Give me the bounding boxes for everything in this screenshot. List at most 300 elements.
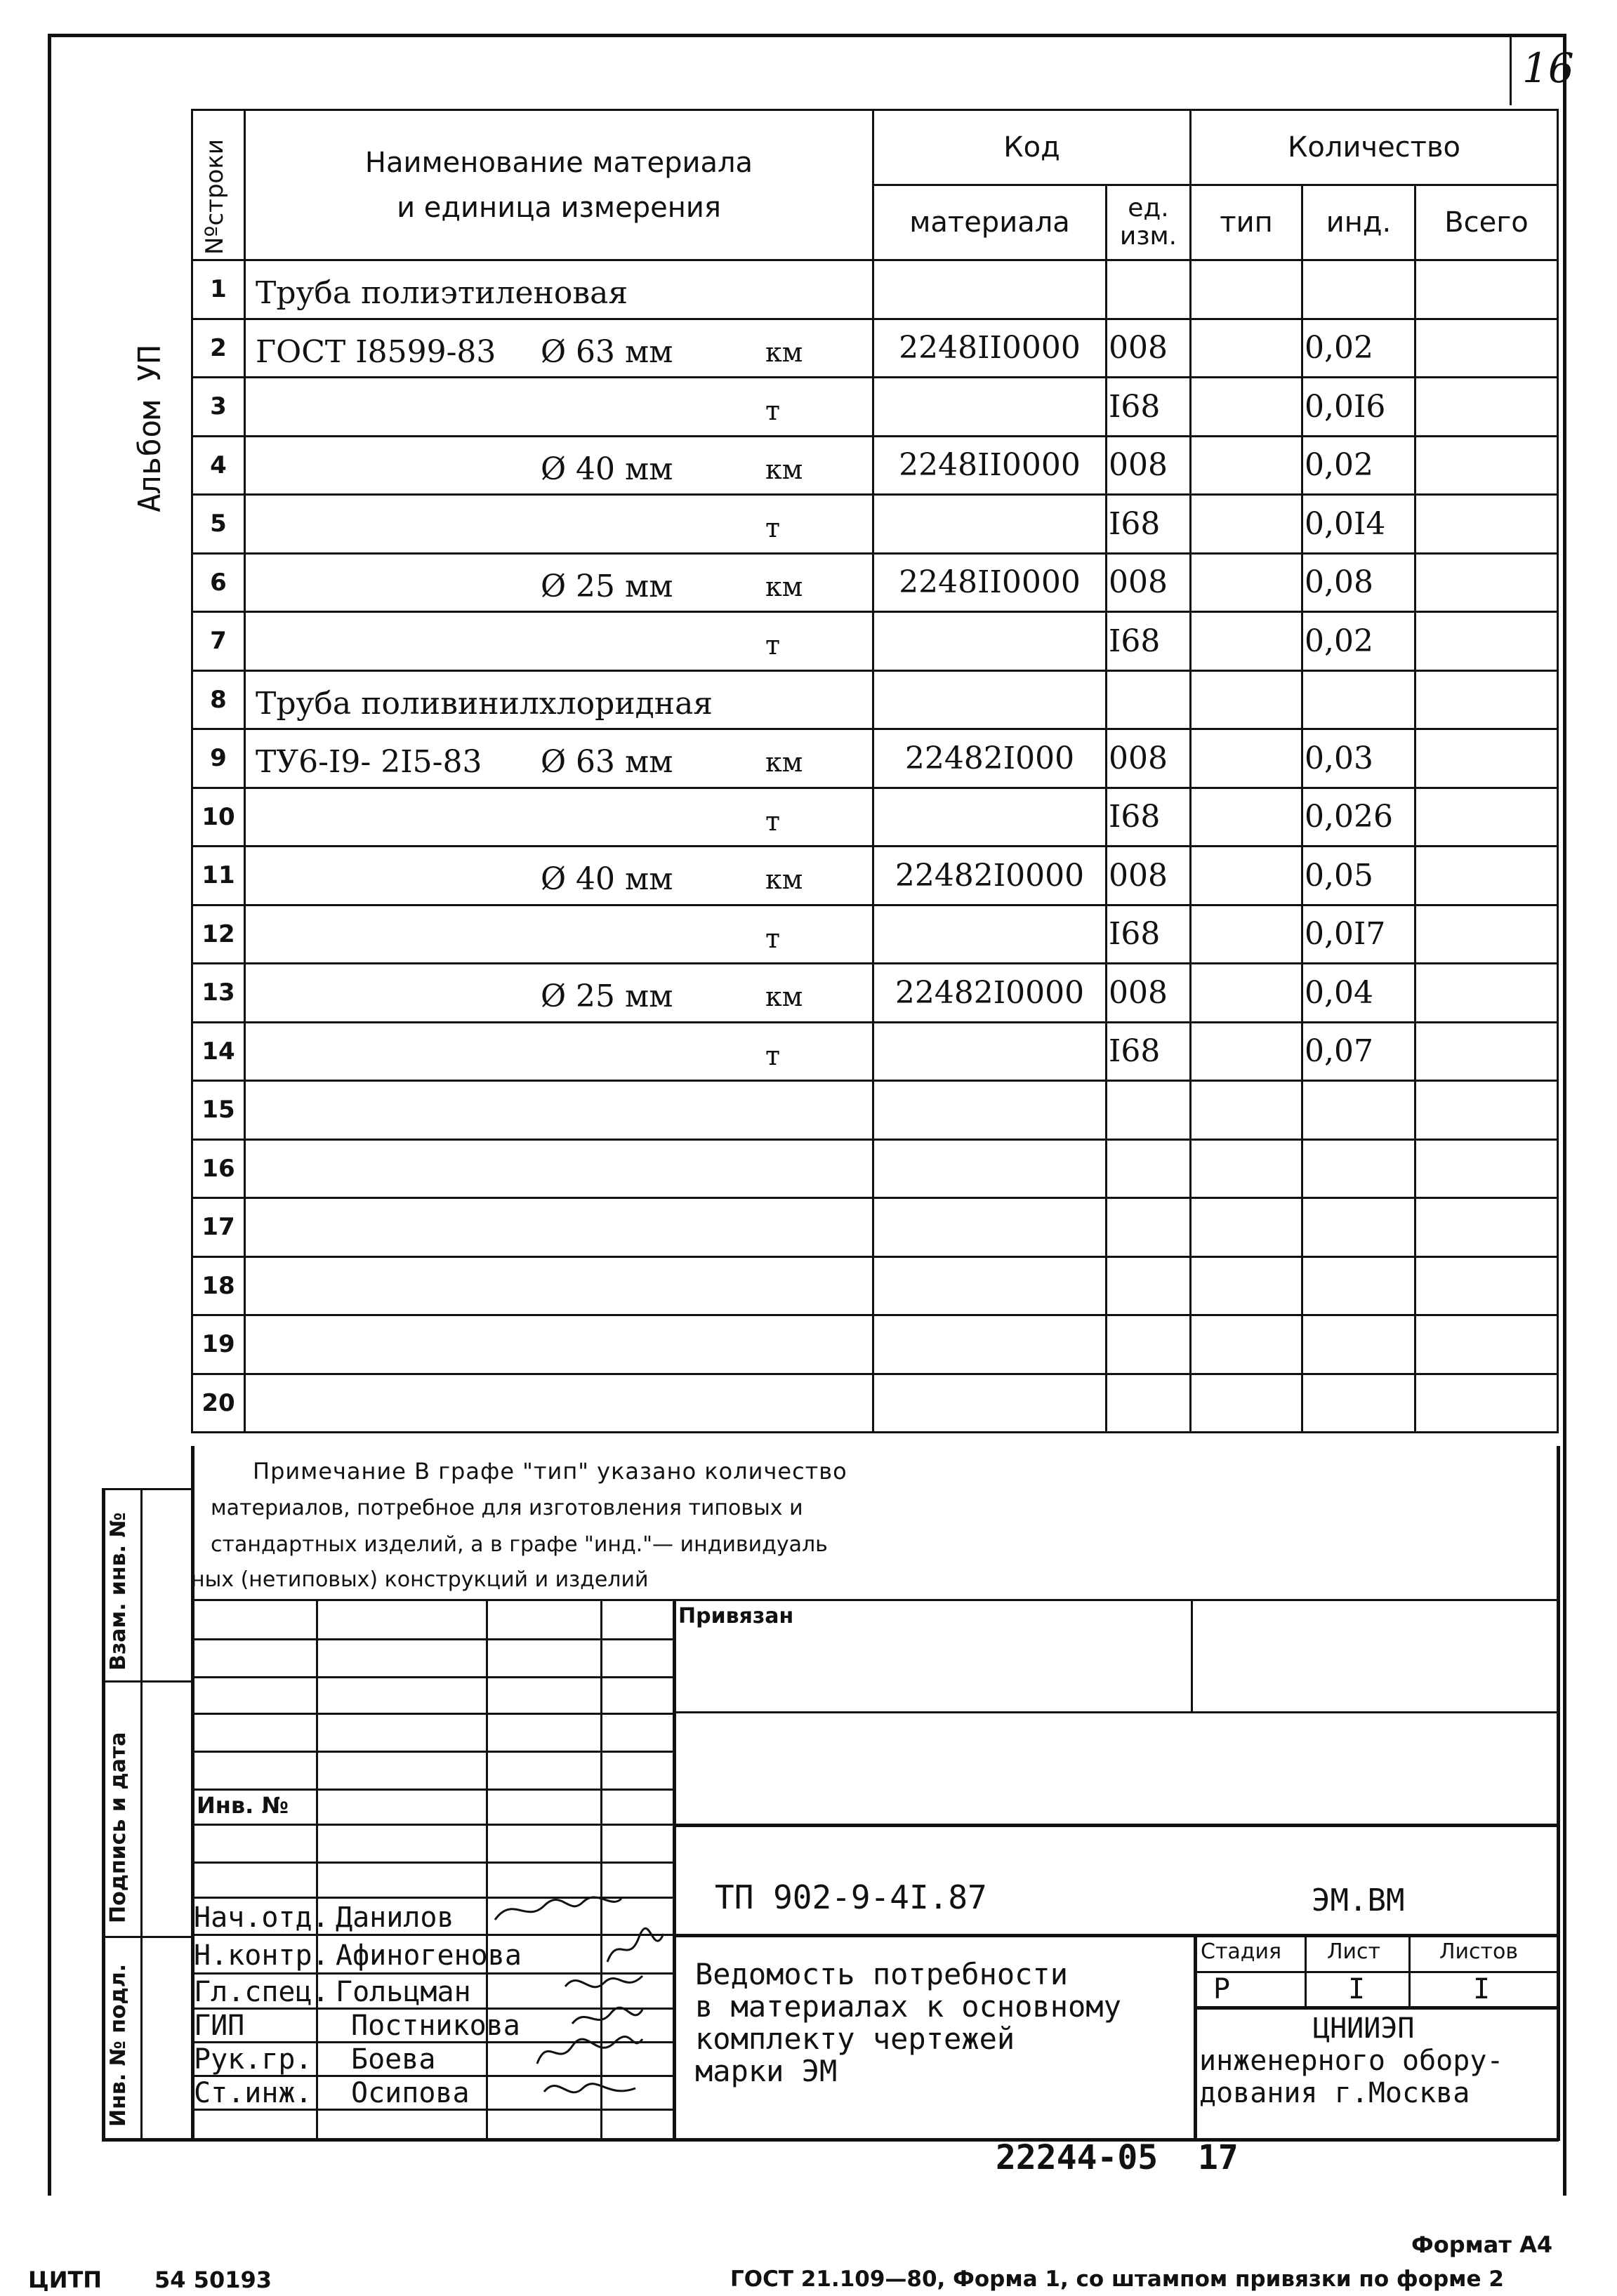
row-ind: 0,0I6 [1305, 388, 1386, 425]
row-unit-code: 008 [1109, 974, 1168, 1011]
code-cell [873, 1256, 1107, 1315]
table-row [192, 670, 1558, 729]
row-number-cell [192, 1198, 245, 1257]
ind-cell [1302, 495, 1415, 554]
name-cell [245, 670, 873, 729]
row-code: 22482I000 [904, 740, 1075, 776]
table-row [192, 612, 1558, 671]
type-cell [1191, 319, 1302, 378]
code-cell [873, 847, 1107, 905]
row-number: 5 [210, 510, 227, 538]
unit-code-cell [1107, 788, 1191, 847]
row-unit-code: I68 [1109, 623, 1161, 659]
person-name-2: Афиногенова [336, 1939, 522, 1972]
person-role-6: Ст.инж. [194, 2077, 312, 2109]
unit-code-cell [1107, 612, 1191, 671]
total-cell [1415, 495, 1558, 554]
title-line-2: в материалах к основному [695, 1989, 1121, 2024]
stage-row-bottom [1194, 2006, 1559, 2010]
name-cell [245, 378, 873, 437]
type-cell [1191, 905, 1302, 964]
sheet-box-line [1510, 34, 1512, 105]
row-number: 7 [210, 627, 227, 656]
code-cell [873, 436, 1107, 495]
ind-cell [1302, 729, 1415, 788]
row-name: ГОСТ I8599-83 [256, 333, 496, 370]
row-name: Труба поливинилхлоридная [256, 685, 713, 722]
code-cell [873, 729, 1107, 788]
table-row [192, 1198, 1558, 1257]
unit-code-cell [1107, 1256, 1191, 1315]
sheet-value: I [1348, 1973, 1366, 2005]
row-number-cell [192, 612, 245, 671]
code-cell [873, 378, 1107, 437]
row-number-cell [192, 495, 245, 554]
row-ind: 0,02 [1305, 447, 1373, 484]
unit-code-cell [1107, 436, 1191, 495]
strip-div-1 [102, 1680, 193, 1683]
note-bottom [191, 1599, 1557, 1601]
table-row [192, 553, 1558, 612]
code-cell [873, 1081, 1107, 1140]
row-unit: км [765, 336, 803, 368]
total-cell [1415, 260, 1558, 319]
code-cell [873, 905, 1107, 964]
row-number: 15 [202, 1096, 235, 1124]
total-cell [1415, 1256, 1558, 1315]
name-cell [245, 1198, 873, 1257]
type-cell [1191, 260, 1302, 319]
name-cell [245, 1139, 873, 1198]
row-number: 14 [202, 1037, 235, 1066]
name-cell [245, 964, 873, 1023]
code-cell [873, 260, 1107, 319]
code-cell [873, 612, 1107, 671]
side-inv-podl: Инв. № подл. [106, 1963, 131, 2127]
person-name-6: Осипова [351, 2077, 470, 2109]
person-role-4: ГИП [194, 2010, 245, 2042]
person-name-1: Данилов [336, 1902, 454, 1934]
frame-left [48, 34, 51, 2196]
person-role-1: Нач.отд. [194, 1902, 329, 1934]
type-cell [1191, 1081, 1302, 1140]
row-number-cell [192, 260, 245, 319]
album-label: Альбом УП [132, 345, 168, 512]
stamp-row-b [191, 1676, 673, 1678]
strip-div-2 [102, 1936, 193, 1938]
unit-code-cell [1107, 847, 1191, 905]
person-role-2: Н.контр. [194, 1939, 329, 1972]
code-cell [873, 1022, 1107, 1081]
name-cell [245, 436, 873, 495]
stamp-row-e [191, 1789, 673, 1791]
unit-code-cell [1107, 1198, 1191, 1257]
ind-cell [1302, 905, 1415, 964]
row-number-cell [192, 436, 245, 495]
frame-top [48, 34, 1564, 37]
total-cell [1415, 729, 1558, 788]
unit-code-cell [1107, 319, 1191, 378]
row-unit-code: 008 [1109, 857, 1168, 894]
row-code: 2248II0000 [899, 447, 1081, 484]
row-code: 22482I0000 [895, 857, 1085, 894]
strip-right [140, 1488, 143, 2141]
name-cell [245, 729, 873, 788]
code-cell [873, 1139, 1107, 1198]
ind-cell [1302, 1022, 1415, 1081]
header-total: Всего [1415, 185, 1558, 260]
row-number-cell [192, 1256, 245, 1315]
row-diameter: Ø 40 мм [541, 861, 673, 897]
table-row [192, 319, 1558, 378]
ind-cell [1302, 788, 1415, 847]
type-cell [1191, 495, 1302, 554]
type-cell [1191, 788, 1302, 847]
unit-code-cell [1107, 1022, 1191, 1081]
row-unit: т [765, 805, 781, 837]
header-material: материала [873, 185, 1107, 260]
person-name-3: Гольцман [336, 1976, 471, 2008]
person-name-5: Боева [351, 2043, 436, 2076]
total-cell [1415, 612, 1558, 671]
title-line-4: марки ЭМ [695, 2054, 838, 2088]
row-number-cell [192, 670, 245, 729]
materials-table [191, 109, 1559, 1433]
unit-code-cell [1107, 495, 1191, 554]
total-cell [1415, 378, 1558, 437]
table-row [192, 1256, 1558, 1315]
name-cell [245, 905, 873, 964]
row-ind: 0,026 [1305, 799, 1393, 835]
stage-col-1 [1305, 1934, 1307, 2006]
row-number-cell [192, 1374, 245, 1433]
row-number: 4 [210, 451, 227, 479]
table-row [192, 1315, 1558, 1374]
row-number-cell [192, 905, 245, 964]
bottom-code: 22244-05 [996, 2138, 1159, 2177]
footer-left: ЦИТП [28, 2267, 103, 2293]
table-row [192, 1139, 1558, 1198]
row-unit-code: 008 [1109, 447, 1168, 484]
unit-code-cell [1107, 378, 1191, 437]
stage-row-line [1194, 1971, 1559, 1973]
name-cell [245, 612, 873, 671]
row-number: 16 [202, 1154, 235, 1183]
table-row [192, 1374, 1558, 1433]
row-number-cell [192, 378, 245, 437]
table-row [192, 788, 1558, 847]
code-cell [873, 495, 1107, 554]
row-unit: км [765, 981, 803, 1012]
privyazan-bottom [673, 1711, 1559, 1713]
total-cell [1415, 670, 1558, 729]
format-label: Формат А4 [1411, 2231, 1553, 2258]
signature-1 [491, 1888, 625, 1930]
stage-value: Р [1213, 1973, 1231, 2005]
row-number: 12 [202, 920, 235, 948]
row-diameter: Ø 63 мм [541, 333, 673, 370]
name-cell [245, 319, 873, 378]
row-ind: 0,08 [1305, 564, 1373, 601]
type-cell [1191, 1256, 1302, 1315]
row-diameter: Ø 25 мм [541, 568, 673, 604]
row-number-cell [192, 847, 245, 905]
type-cell [1191, 729, 1302, 788]
frame-right [1563, 34, 1566, 2196]
ind-cell [1302, 670, 1415, 729]
row-number: 11 [202, 861, 235, 890]
doc-mark: ЭМ.ВМ [1312, 1883, 1405, 1918]
name-cell [245, 1081, 873, 1140]
row-ind: 0,07 [1305, 1033, 1373, 1070]
table-row [192, 378, 1558, 437]
type-cell [1191, 612, 1302, 671]
ind-cell [1302, 847, 1415, 905]
org-line-1: ЦНИИЭП [1313, 2012, 1415, 2045]
total-cell [1415, 964, 1558, 1023]
name-cell [245, 847, 873, 905]
header-ind: инд. [1302, 185, 1415, 260]
row-unit-code: I68 [1109, 388, 1161, 425]
ind-cell [1302, 1198, 1415, 1257]
note-line-3: стандартных изделий, а в графе "инд."— индивидуаль [211, 1532, 828, 1557]
type-cell [1191, 1022, 1302, 1081]
person-role-5: Рук.гр. [194, 2043, 312, 2076]
type-cell [1191, 553, 1302, 612]
row-number: 8 [210, 685, 227, 714]
row-unit-code: I68 [1109, 799, 1161, 835]
row-unit-code: 008 [1109, 330, 1168, 366]
ind-cell [1302, 1256, 1415, 1315]
row-number: 13 [202, 978, 235, 1007]
title-line-1: Ведомость потребности [695, 1957, 1069, 1991]
code-cell [873, 1198, 1107, 1257]
stage-label: Стадия [1201, 1939, 1282, 1964]
row-number: 10 [202, 802, 235, 831]
row-ind: 0,0I7 [1305, 916, 1386, 953]
org-line-2: инженерного обору- [1199, 2045, 1504, 2077]
row-unit: т [765, 1040, 781, 1071]
row-name: Труба полиэтиленовая [256, 275, 628, 311]
signature-2 [604, 1927, 667, 1969]
signature-4 [569, 1999, 646, 2034]
unit-code-cell [1107, 1315, 1191, 1374]
row-number-cell [192, 729, 245, 788]
stamp-row-c [191, 1713, 673, 1715]
row-number-cell [192, 964, 245, 1023]
table-row [192, 1081, 1558, 1140]
doc-code-top [673, 1824, 1559, 1827]
row-diameter: Ø 40 мм [541, 451, 673, 487]
name-cell [245, 1022, 873, 1081]
row-number: 6 [210, 568, 227, 597]
name-cell [245, 260, 873, 319]
row-ind: 0,0I4 [1305, 505, 1386, 542]
sheet-number: 16 [1522, 44, 1574, 92]
strip-left [102, 1488, 105, 2141]
total-cell [1415, 1198, 1558, 1257]
row-number-cell [192, 1315, 245, 1374]
strip-bottom [102, 2138, 193, 2142]
title-org-split [1194, 1934, 1197, 2138]
stamp-col-4 [673, 1599, 676, 2138]
total-cell [1415, 436, 1558, 495]
note-line-4: ных (нетиповых) конструкций и изделий [191, 1567, 649, 1592]
total-cell [1415, 553, 1558, 612]
stamp-row-d [191, 1751, 673, 1753]
type-cell [1191, 847, 1302, 905]
stamp-bottom [191, 2138, 1559, 2142]
row-code: 22482I0000 [895, 974, 1085, 1011]
row-diameter: Ø 63 мм [541, 744, 673, 780]
stamp-col-2 [486, 1599, 488, 2138]
ind-cell [1302, 1139, 1415, 1198]
row-unit: км [765, 571, 803, 602]
bottom-page: 17 [1198, 2138, 1239, 2177]
stamp-row-i [191, 1934, 673, 1936]
header-type: тип [1191, 185, 1302, 260]
unit-code-cell [1107, 670, 1191, 729]
privyazan-label: Привязан [678, 1604, 794, 1628]
total-cell [1415, 847, 1558, 905]
header-unit: ед. изм. [1107, 185, 1191, 260]
row-number-cell [192, 1139, 245, 1198]
stamp-row-f [191, 1824, 673, 1826]
table-row [192, 495, 1558, 554]
row-number: 2 [210, 333, 227, 362]
row-name: ТУ6-I9- 2I5-83 [256, 744, 482, 780]
ind-cell [1302, 1081, 1415, 1140]
total-cell [1415, 905, 1558, 964]
row-unit: км [765, 864, 803, 895]
strip-top [102, 1488, 193, 1490]
row-unit: т [765, 395, 781, 426]
row-ind: 0,03 [1305, 740, 1373, 776]
name-cell [245, 1315, 873, 1374]
row-unit-code: I68 [1109, 505, 1161, 542]
row-unit-code: I68 [1109, 1033, 1161, 1070]
total-cell [1415, 1374, 1558, 1433]
name-cell [245, 788, 873, 847]
signature-6 [541, 2071, 639, 2106]
code-cell [873, 319, 1107, 378]
row-unit: т [765, 512, 781, 543]
total-cell [1415, 1139, 1558, 1198]
stage-col-2 [1408, 1934, 1411, 2006]
ind-cell [1302, 1374, 1415, 1433]
row-number: 1 [210, 275, 227, 304]
unit-code-cell [1107, 905, 1191, 964]
type-cell [1191, 670, 1302, 729]
unit-code-cell [1107, 553, 1191, 612]
row-ind: 0,02 [1305, 623, 1373, 659]
ind-cell [1302, 553, 1415, 612]
signature-3 [562, 1965, 646, 2004]
row-unit-code: 008 [1109, 740, 1168, 776]
row-number-cell [192, 553, 245, 612]
total-cell [1415, 1315, 1558, 1374]
ind-cell [1302, 964, 1415, 1023]
doc-code: ТП 902-9-4I.87 [715, 1878, 987, 1916]
code-cell [873, 553, 1107, 612]
row-unit: км [765, 453, 803, 485]
name-cell [245, 495, 873, 554]
table-row [192, 905, 1558, 964]
ind-cell [1302, 378, 1415, 437]
unit-code-cell [1107, 260, 1191, 319]
type-cell [1191, 1139, 1302, 1198]
ind-cell [1302, 260, 1415, 319]
row-unit: т [765, 922, 781, 954]
table-row [192, 1022, 1558, 1081]
stamp-right [1557, 1446, 1560, 2141]
side-podpis: Подпись и дата [106, 1732, 131, 1923]
row-number: 3 [210, 392, 227, 421]
table-row [192, 436, 1558, 495]
unit-code-cell [1107, 1081, 1191, 1140]
row-number: 17 [202, 1213, 235, 1242]
person-role-3: Гл.спец. [194, 1976, 329, 2008]
stamp-row-g [191, 1862, 673, 1864]
row-number: 19 [202, 1330, 235, 1359]
row-ind: 0,02 [1305, 330, 1373, 366]
sheets-label: Листов [1439, 1939, 1519, 1964]
stamp-col-1 [316, 1599, 318, 2138]
inv-no-label: Инв. № [197, 1792, 289, 1819]
total-cell [1415, 788, 1558, 847]
row-number-cell [192, 319, 245, 378]
total-cell [1415, 1081, 1558, 1140]
row-code: 2248II0000 [899, 330, 1081, 366]
note-line-1: Примечание В графе "тип" указано количество [253, 1458, 847, 1485]
row-ind: 0,05 [1305, 857, 1373, 894]
ind-cell [1302, 319, 1415, 378]
row-ind: 0,04 [1305, 974, 1373, 1011]
privyazan-split [1191, 1599, 1193, 1711]
row-number: 9 [210, 744, 227, 773]
code-cell [873, 788, 1107, 847]
sheet-label: Лист [1327, 1939, 1381, 1964]
footer-num: 54 50193 [154, 2267, 272, 2293]
header-code: Код [873, 110, 1191, 185]
ind-cell [1302, 1315, 1415, 1374]
type-cell [1191, 436, 1302, 495]
header-quantity: Количество [1191, 110, 1558, 185]
type-cell [1191, 1198, 1302, 1257]
row-unit-code: 008 [1109, 564, 1168, 601]
row-diameter: Ø 25 мм [541, 978, 673, 1014]
unit-code-cell [1107, 1374, 1191, 1433]
unit-code-cell [1107, 729, 1191, 788]
row-number: 18 [202, 1271, 235, 1300]
table-row [192, 260, 1558, 319]
name-cell [245, 553, 873, 612]
note-line-2: материалов, потребное для изготовления типовых и [211, 1496, 803, 1520]
sheets-value: I [1473, 1973, 1491, 2005]
type-cell [1191, 378, 1302, 437]
unit-code-cell [1107, 964, 1191, 1023]
ind-cell [1302, 436, 1415, 495]
title-line-3: комплекту чертежей [695, 2022, 1015, 2056]
code-cell [873, 1374, 1107, 1433]
ind-cell [1302, 612, 1415, 671]
row-number-cell [192, 1081, 245, 1140]
side-vzam: Взам. инв. № [106, 1512, 131, 1671]
type-cell [1191, 1374, 1302, 1433]
code-cell [873, 1315, 1107, 1374]
header-row-no: Nºстроки [192, 110, 245, 260]
person-name-4: Постникова [351, 2010, 520, 2042]
